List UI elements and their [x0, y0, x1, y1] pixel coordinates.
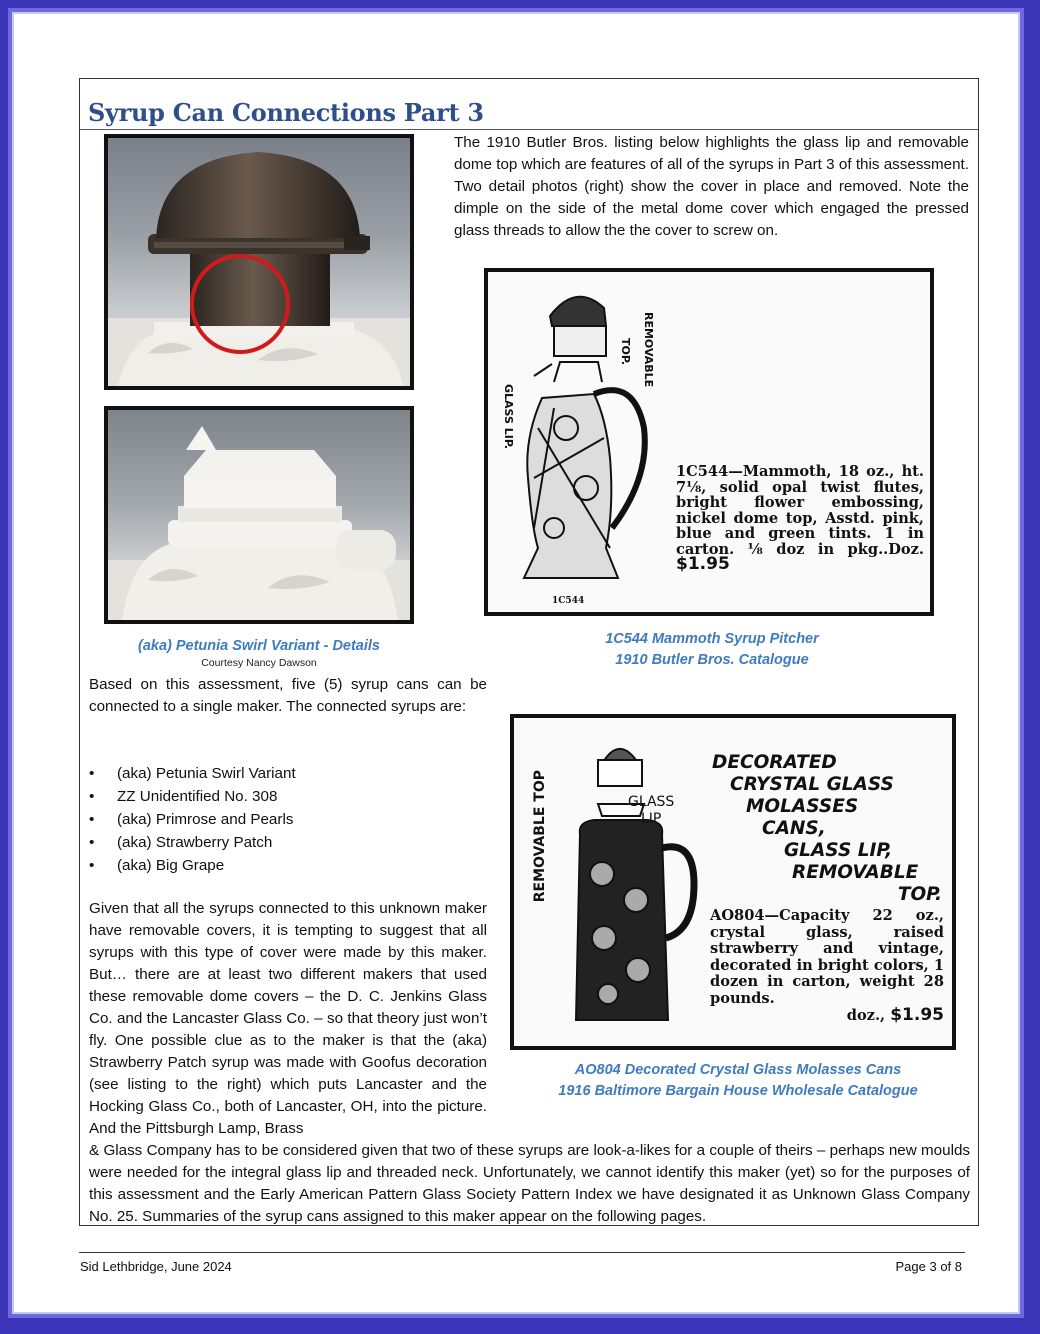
syrup-cover-on-image: [108, 138, 410, 386]
bullet: •: [89, 811, 95, 828]
butler-bros-advertisement: [484, 268, 934, 616]
bullet: •: [89, 765, 95, 782]
headline-line: CRYSTAL GLASS: [730, 774, 894, 795]
list-item: [89, 762, 296, 785]
syrup-cover-off-image: [108, 410, 410, 620]
footer-divider: [79, 1252, 965, 1253]
ad2-description-text: AO804—Capacity 22 oz., crystal glass, raised strawberry and vintage, decorated in bright colors, 1 dozen in carton, weight 28 pounds.: [710, 907, 944, 1007]
ad2-description: [710, 908, 944, 1025]
headline-line: CANS,: [762, 818, 826, 839]
photo-cover-off: [104, 406, 414, 624]
title-divider: [80, 129, 978, 130]
list-item: [89, 785, 296, 808]
removable-top-label: REMOVABLE TOP: [532, 770, 548, 903]
headline-line: REMOVABLE: [792, 862, 919, 883]
ad1-caption-line2: 1910 Butler Bros. Catalogue: [615, 652, 809, 668]
photo-cover-on: [104, 134, 414, 390]
photo-credit: Courtesy Nancy Dawson: [201, 657, 317, 669]
ad1-caption: [484, 629, 940, 671]
bullet: •: [89, 857, 95, 874]
argument-paragraph-continued: & Glass Company has to be considered given that two of these syrups are look-a-likes for a couple of theirs – perhaps new moulds were needed for the integral glass lip and threaded neck. Unfortunately, we cannot identify this maker (yet) so for the purposes of this assessment and the Early American Pattern Glass Society Pattern Index we have designated it as Unknown Glass Company No. 25. Summaries of the syrup cans assigned to this maker appear on the following pages.: [89, 1142, 970, 1225]
footer-author-date: Sid Lethbridge, June 2024: [80, 1259, 232, 1274]
headline-line: TOP.: [897, 884, 942, 905]
ad2-caption: [510, 1060, 966, 1102]
baltimore-bargain-house-advertisement: [510, 714, 956, 1050]
glass-lip-line2: LIP: [640, 811, 662, 827]
conclusion-paragraph: Based on this assessment, five (5) syrup cans can be connected to a single maker. The connected syrups are:: [89, 676, 487, 715]
bullet: •: [89, 788, 95, 805]
list-item-text: (aka) Strawberry Patch: [117, 834, 273, 851]
footer-page-number: Page 3 of 8: [895, 1259, 962, 1274]
headline-line: MOLASSES: [746, 796, 859, 817]
list-item: [89, 831, 296, 854]
photo-caption: (aka) Petunia Swirl Variant - Details: [137, 638, 380, 654]
headline-line: GLASS LIP,: [784, 840, 893, 861]
list-item: [89, 808, 296, 831]
bullet: •: [89, 834, 95, 851]
list-item: [89, 854, 296, 877]
top-label: TOP.: [619, 338, 632, 366]
list-item-text: (aka) Big Grape: [117, 857, 225, 874]
page-title: Syrup Can Connections Part 3: [88, 98, 484, 127]
list-item-text: (aka) Primrose and Pearls: [117, 811, 294, 828]
ad2-price: $1.95: [890, 1005, 944, 1025]
intro-paragraph: The 1910 Butler Bros. listing below highlights the glass lip and removable dome top which are features of all of the syrups in Part 3 of this assessment. Two detail photos (right) show the cover in place and removed. Note the dimple on the side of the metal dome cover which engaged the pressed glass threads to allow the the cover to screw on.: [454, 134, 969, 239]
connected-syrups-list: [89, 762, 296, 877]
argument-paragraph: Given that all the syrups connected to this unknown maker have removable covers, it is tempting to suggest that all syrups with this type of cover were made by this maker. But… there are at least two different makers that used these removable dome covers – the D. C. Jenkins Glass Co. and the Lancaster Glass Co. – so that theory just won’t fly. One possible clue as to the maker is that the (aka) Strawberry Patch syrup was made with Goofus decoration (see listing to the right) which puts Lancaster and the Hocking Glass Co., both of Lancaster, OH, into the picture. And the Pittsburgh Lamp, Brass: [89, 900, 487, 1137]
list-item-text: (aka) Petunia Swirl Variant: [117, 765, 296, 782]
ad1-item-code: 1C544: [552, 596, 585, 606]
glass-lip-label: GLASS LIP.: [502, 384, 515, 450]
headline-line: DECORATED: [712, 752, 837, 773]
ad2-price-prefix: doz.,: [846, 1007, 886, 1024]
ad1-price: $1.95: [676, 554, 730, 574]
ad1-description-text: 1C544—Mammoth, 18 oz., ht. 7⅛, solid opal twist flutes, bright flower embossing, nickel dome top, Asstd. pink, blue and green tints. 1 in carton. ⅛ doz in pkg..Doz.: [676, 463, 924, 558]
ad1-caption-line1: 1C544 Mammoth Syrup Pitcher: [605, 631, 819, 647]
ad2-caption-line1: AO804 Decorated Crystal Glass Molasses Cans: [574, 1062, 902, 1078]
ad2-headline: [712, 752, 942, 906]
ad2-caption-line2: 1916 Baltimore Bargain House Wholesale Catalogue: [558, 1083, 918, 1099]
removable-label: REMOVABLE: [642, 312, 655, 388]
ad1-description: [676, 464, 924, 573]
list-item-text: ZZ Unidentified No. 308: [117, 788, 278, 805]
glass-lip-line1: GLASS: [628, 794, 675, 810]
glass-lip-label: [628, 794, 674, 828]
